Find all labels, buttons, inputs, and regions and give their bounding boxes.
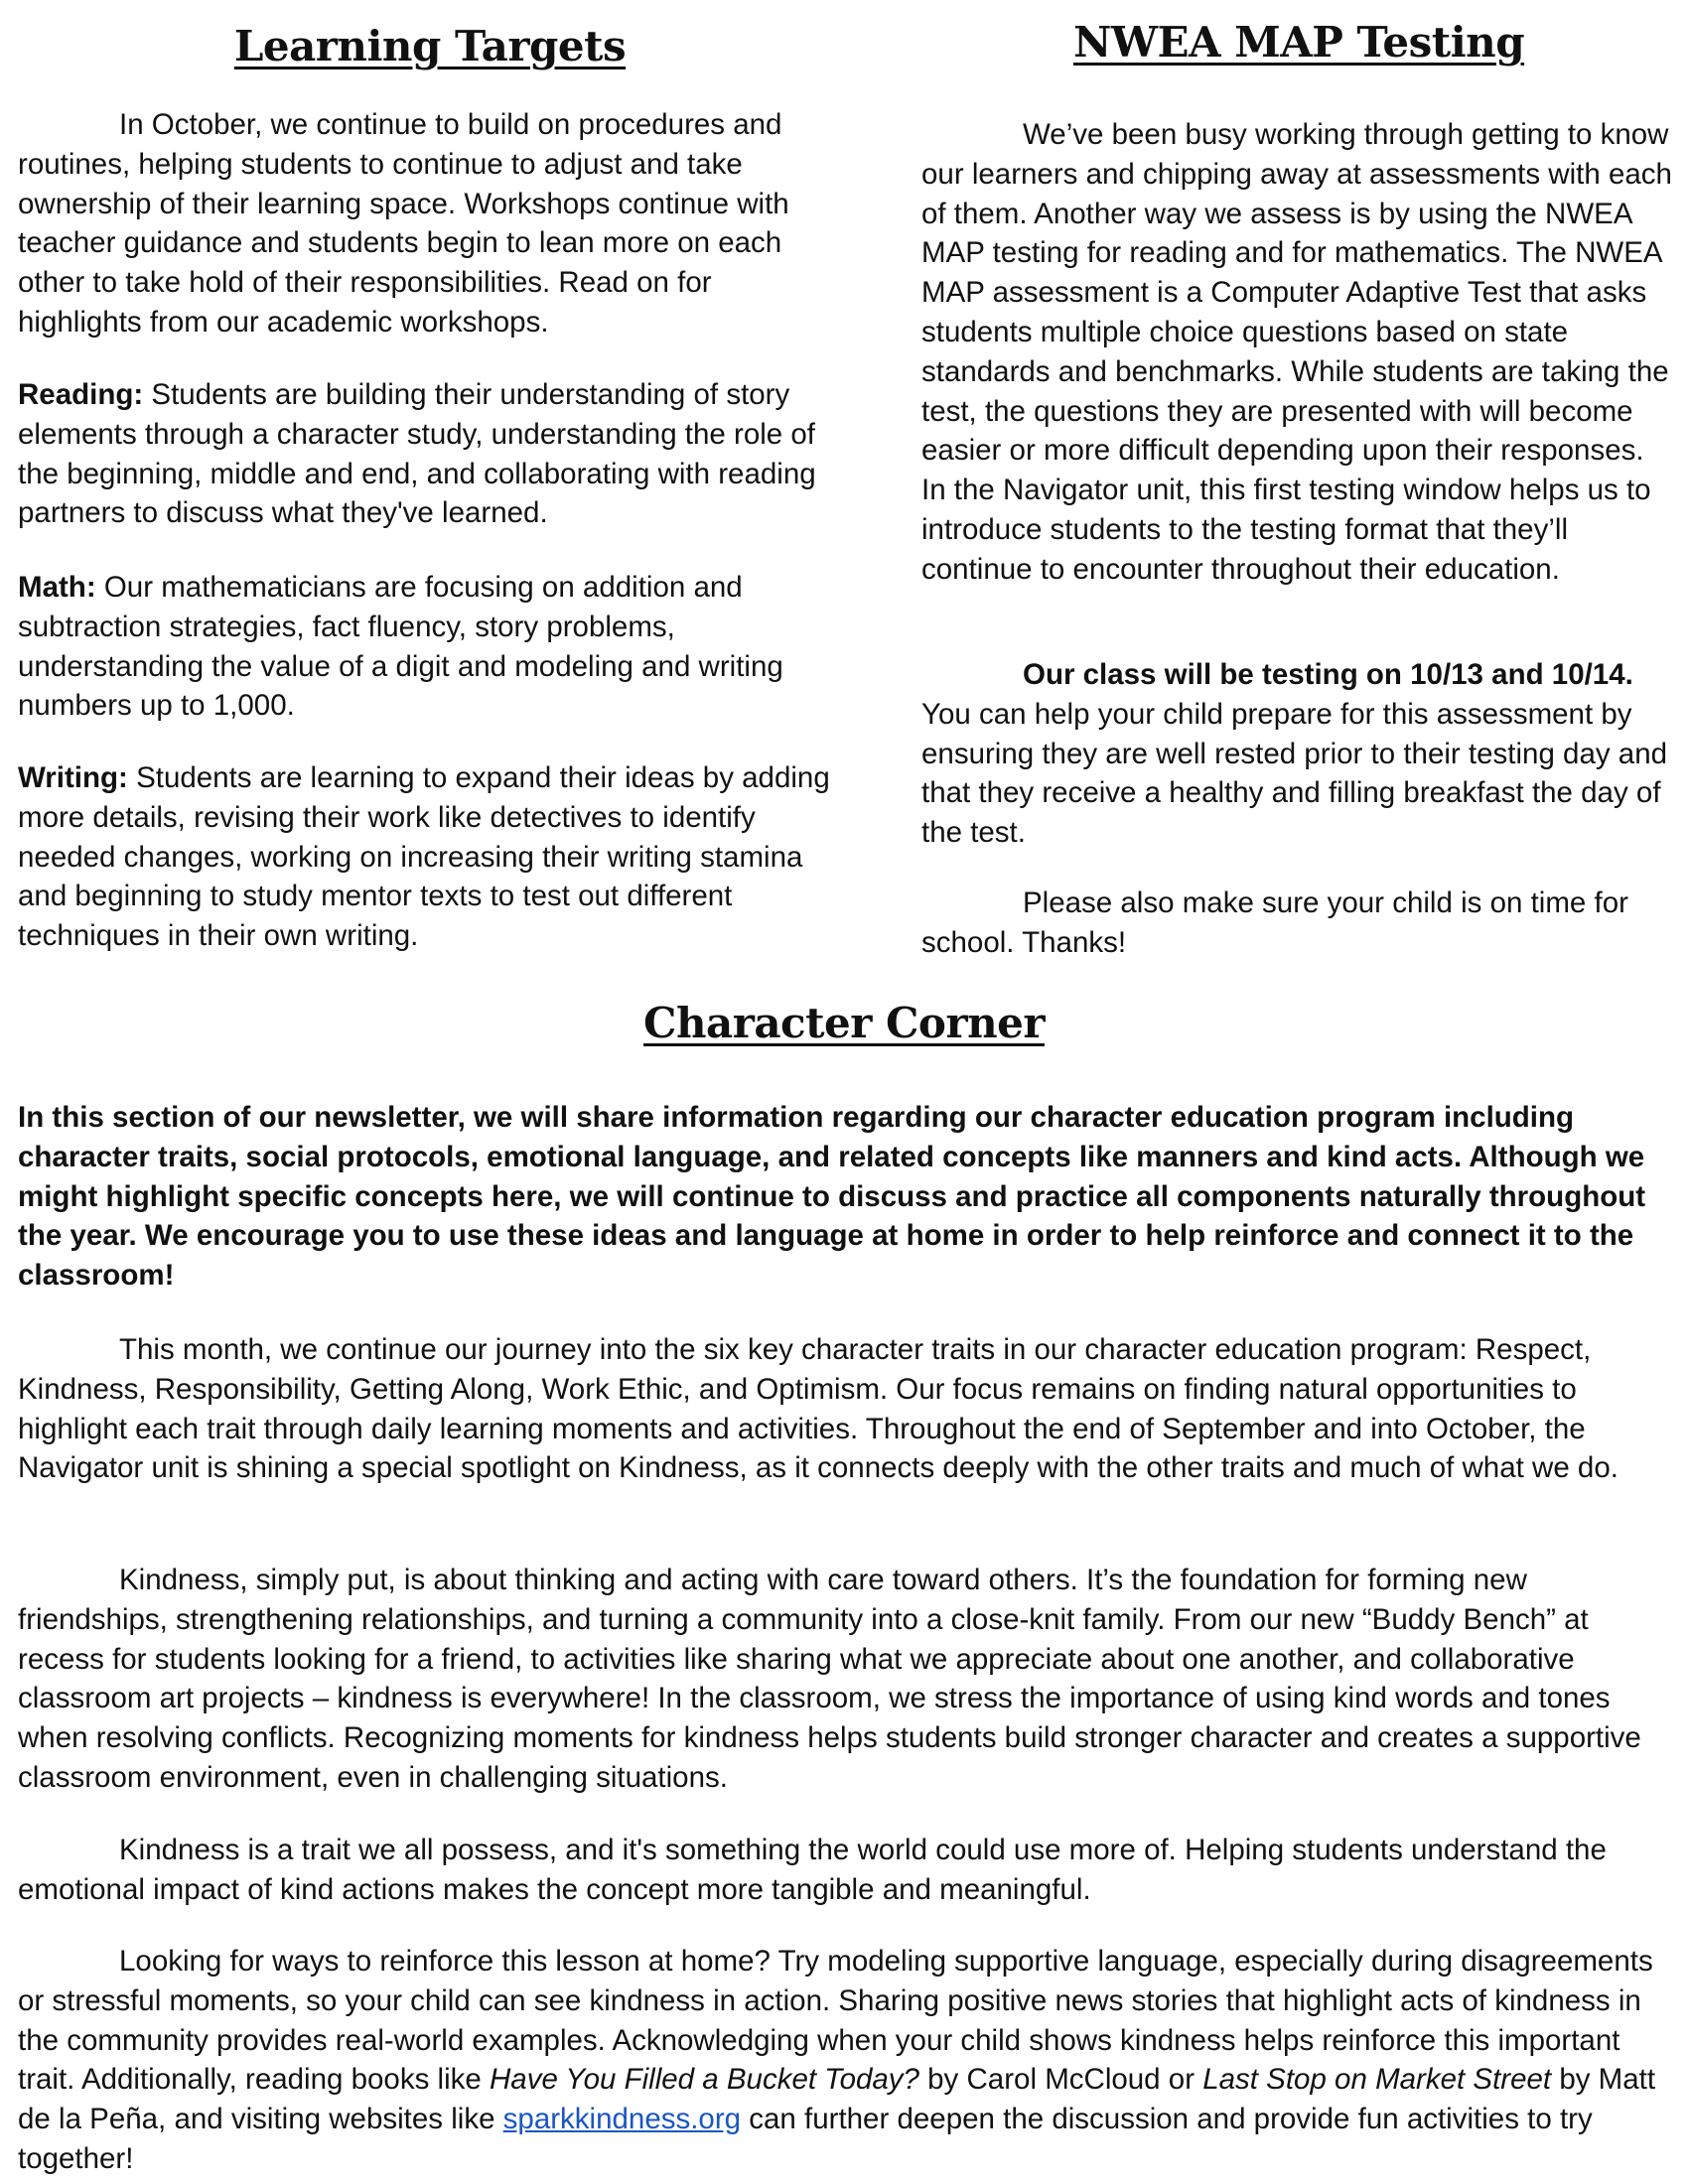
character-corner-paragraph-1: This month, we continue our journey into the six key character traits in our character education program: Respect, Kindness, Responsibility, Getting Along, Work Ethic, and Optimism. Our focus remains on finding natural opportunities to highlight each trait through daily learning moments and activities. Throughout the end of September and into October, the Navigator unit is shining a special spotlight on Kindness, as it connects deeply with the other traits and much of what we do.	[18, 1333, 1618, 1485]
nwea-heading: NWEA MAP Testing	[1072, 18, 1525, 67]
testing-dates: Our class will be testing on 10/13 and 10/14.	[1023, 658, 1633, 691]
nwea-paragraph-1: We’ve been busy working through getting to know our learners and chipping away at assessments with each of them. Another way we assess is by using the NWEA MAP testing for reading and for mathematics. The NWEA MAP assessment is a Computer Adaptive Test that asks students multiple choice questions based on state standards and benchmarks. While students are taking the test, the questions they are presented with will become easier or more difficult depending upon their responses. In the Navigator unit, this first testing window helps us to introduce students to the testing format that they’ll continue to encounter throughout their education.	[921, 118, 1672, 586]
math-paragraph	[18, 568, 842, 726]
math-text: Our mathematicians are focusing on addition and subtraction strategies, fact fluency, story problems, understanding the value of a digit and modeling and writing numbers up to 1,000.	[18, 571, 783, 723]
character-corner-paragraph-2: Kindness, simply put, is about thinking and acting with care toward others. It’s the foundation for forming new friendships, strengthening relationships, and turning a community into a close-knit family. From our new “Buddy Bench” at recess for students looking for a friend, to activities like sharing what we appreciate about one another, and collaborative classroom art projects – kindness is everywhere! In the classroom, we stress the importance of using kind words and tones when resolving conflicts. Recognizing moments for kindness helps students build stronger character and creates a supportive classroom environment, even in challenging situations.	[18, 1564, 1641, 1794]
p4-text-d: can further deepen the discussion and provide fun activities to try together!	[18, 2103, 1593, 2175]
reading-paragraph	[18, 375, 842, 533]
nwea-paragraph-3: Please also make sure your child is on time for school. Thanks!	[921, 887, 1628, 959]
p4-text-c: by Matt de la Peña, and visiting websites like	[18, 2063, 1656, 2136]
p4-text-b: by Carol McCloud or	[918, 2063, 1203, 2097]
character-corner-paragraph-3: Kindness is a trait we all possess, and it's something the world could use more of. Helping students understand the emotional impact of kind actions makes the concept more tangible and meaningful.	[18, 1834, 1607, 1906]
reading-label: Reading:	[18, 378, 144, 411]
p4-text-a: Looking for ways to reinforce this lesson at home? Try modeling supportive language, especially during disagreements or stressful moments, so your child can see kindness in action. Sharing positive news stories that highlight acts of kindness in the community provides real-world examples. Acknowledging when your child shows kindness helps reinforce this important trait. Additionally, reading books like	[18, 1945, 1653, 2097]
character-corner-paragraph-4	[18, 1942, 1670, 2179]
nwea-paragraph-2-text: You can help your child prepare for this assessment by ensuring they are well rested prior to their testing day and that they receive a healthy and filling breakfast the day of the test.	[921, 697, 1668, 850]
learning-targets-intro: In October, we continue to build on procedures and routines, helping students to continue to adjust and take ownership of their learning space. Workshops continue with teacher guidance and students begin to lean more on each other to take hold of their responsibilities. Read on for highlights from our academic workshops.	[18, 108, 789, 339]
learning-targets-heading: Learning Targets	[233, 22, 627, 70]
nwea-paragraph-2	[921, 655, 1676, 853]
book-title-last-stop: Last Stop on Market Street	[1202, 2063, 1552, 2097]
math-label: Math:	[18, 571, 96, 604]
character-corner-heading: Character Corner	[643, 999, 1045, 1047]
reading-text: Students are building their understanding of story elements through a character study, understanding the role of the beginning, middle and end, and collaborating with reading partners to discuss what they've learned.	[18, 378, 816, 530]
book-title-bucket: Have You Filled a Bucket Today?	[490, 2063, 919, 2097]
writing-paragraph	[18, 758, 842, 956]
writing-text: Students are learning to expand their ideas by adding more details, revising their work like detectives to identify needed changes, working on increasing their writing stamina and beginning to study mentor texts to test out different techniques in their own writing.	[18, 761, 830, 953]
writing-label: Writing:	[18, 761, 128, 794]
character-corner-intro: In this section of our newsletter, we will share information regarding our character education program including character traits, social protocols, emotional language, and related concepts like manners and kind acts. Although we might highlight specific concepts here, we will continue to discuss and practice all components naturally throughout the year. We encourage you to use these ideas and language at home in order to help reinforce and connect it to the classroom!	[18, 1101, 1646, 1293]
sparkkindness-link[interactable]: sparkkindness.org	[502, 2103, 742, 2136]
